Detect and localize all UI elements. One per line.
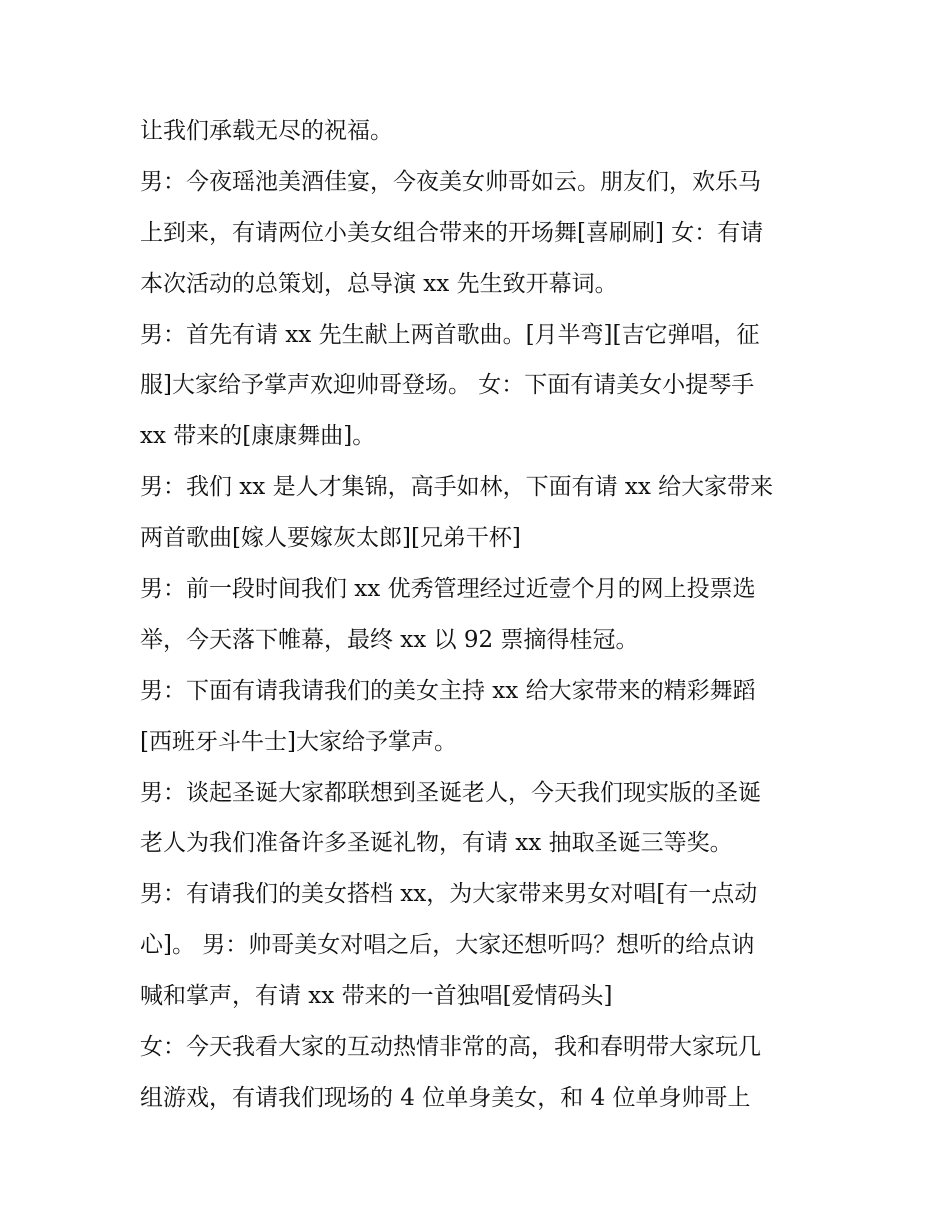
document-body: [140, 106, 820, 1124]
text-line: 男：我们 xx 是人才集锦，高手如林，下面有请 xx 给大家带来: [140, 474, 774, 501]
text-line: 心]。 男：帅哥美女对唱之后，大家还想听吗？想听的给点讷: [140, 932, 755, 959]
text-line: [西班牙斗牛士]大家给予掌声。: [140, 728, 457, 755]
text-line: 举，今天落下帷幕，最终 xx 以 92 票摘得桂冠。: [140, 626, 639, 653]
text-line: 男：首先有请 xx 先生献上两首歌曲。[月半弯][吉它弹唱，征: [140, 321, 760, 348]
text-line: 本次活动的总策划，总导演 xx 先生致开幕词。: [140, 270, 618, 297]
text-line: 让我们承载无尽的祝福。: [140, 118, 393, 144]
text-line: 服]大家给予掌声欢迎帅哥登场。 女：下面有请美女小提琴手: [140, 372, 755, 399]
text-line: 男：有请我们的美女搭档 xx，为大家带来男女对唱[有一点动: [140, 881, 758, 908]
text-line: 男：谈起圣诞大家都联想到圣诞老人，今天我们现实版的圣诞: [140, 779, 761, 806]
text-line: 上到来，有请两位小美女组合带来的开场舞[喜刷刷] 女：有请: [140, 219, 764, 246]
text-line: 男：前一段时间我们 xx 优秀管理经过近壹个月的网上投票选: [140, 576, 756, 603]
text-line: 喊和掌声，有请 xx 带来的一首独唱[爱情码头]: [140, 983, 613, 1010]
text-line: 老人为我们准备许多圣诞礼物，有请 xx 抽取圣诞三等奖。: [140, 830, 733, 857]
text-line: 男：下面有请我请我们的美女主持 xx 给大家带来的精彩舞蹈: [140, 677, 756, 704]
text-line: 组游戏，有请我们现场的 4 位单身美女，和 4 位单身帅哥上: [140, 1084, 751, 1111]
text-line: 两首歌曲[嫁人要嫁灰太郎][兄弟干杯]: [140, 525, 521, 552]
text-line: 男：今夜瑶池美酒佳宴，今夜美女帅哥如云。朋友们，欢乐马: [140, 168, 761, 195]
text-line: xx 带来的[康康舞曲]。: [140, 423, 376, 450]
text-line: 女：今天我看大家的互动热情非常的高，我和春明带大家玩几: [140, 1034, 761, 1061]
